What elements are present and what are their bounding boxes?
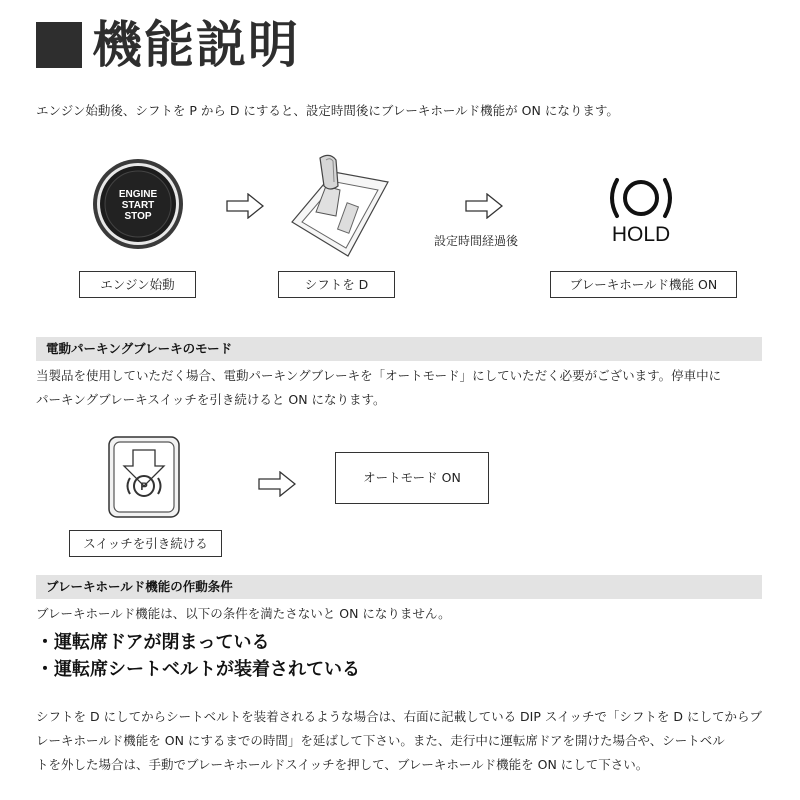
condition-item: ・運転席ドアが閉まっている [36,632,270,653]
footer-text-line-3: トを外した場合は、手動でブレーキホールドスイッチを押して、ブレーキホールド機能を ON にして下さい。 [36,757,649,772]
switch-label: スイッチを引き続ける [69,530,222,557]
hold-text: HOLD [611,223,671,246]
condition-item: ・運転席シートベルトが装着されている [36,659,360,680]
footer-text-line-2: レーキホールド機能を ON にするまでの時間」を延ばして下さい。また、走行中に運転席ドアを開けた場合や、シートベル [36,733,725,748]
footer-text-line-1: シフトを D にしてからシートベルトを装着されるような場合は、右面に記載している DIP スイッチで「シフトを D にしてからブ [36,709,762,724]
parking-text-line-2: パーキングブレーキスイッチを引き続けると ON になります。 [36,392,386,407]
right-arrow-icon [465,193,503,219]
intro-text: エンジン始動後、シフトを P から D にすると、設定時間後にブレーキホールド機能が ON になります。 [36,103,619,118]
arrow-caption: 設定時間経過後 [434,234,519,248]
button-text-line: STOP [124,211,152,222]
step-label-shift-d: シフトを D [278,271,395,298]
section-heading-conditions: ブレーキホールド機能の作動条件 [36,575,762,599]
step-label-engine-start: エンジン始動 [79,271,196,298]
page-title: 機能説明 [92,16,300,74]
parking-text-line-1: 当製品を使用していただく場合、電動パーキングブレーキを「オートモード」にしていただく必要がございます。停車中に [36,368,722,383]
brake-hold-icon [604,172,678,228]
auto-mode-on-box: オートモード ON [335,452,489,504]
button-text-line: START [121,200,155,211]
parking-brake-switch-icon [108,436,180,522]
svg-text:P: P [140,481,148,493]
conditions-intro: ブレーキホールド機能は、以下の条件を満たさないと ON になりません。 [36,606,451,621]
section-heading-parking-brake: 電動パーキングブレーキのモード [36,337,762,361]
right-arrow-icon [226,193,264,219]
engine-start-button-illustration [92,158,184,250]
shift-lever-icon [290,152,390,262]
right-arrow-icon [258,471,296,497]
button-text-line: ENGINE [118,189,158,200]
title-square-icon [36,22,82,68]
step-label-brake-hold-on: ブレーキホールド機能 ON [550,271,737,298]
